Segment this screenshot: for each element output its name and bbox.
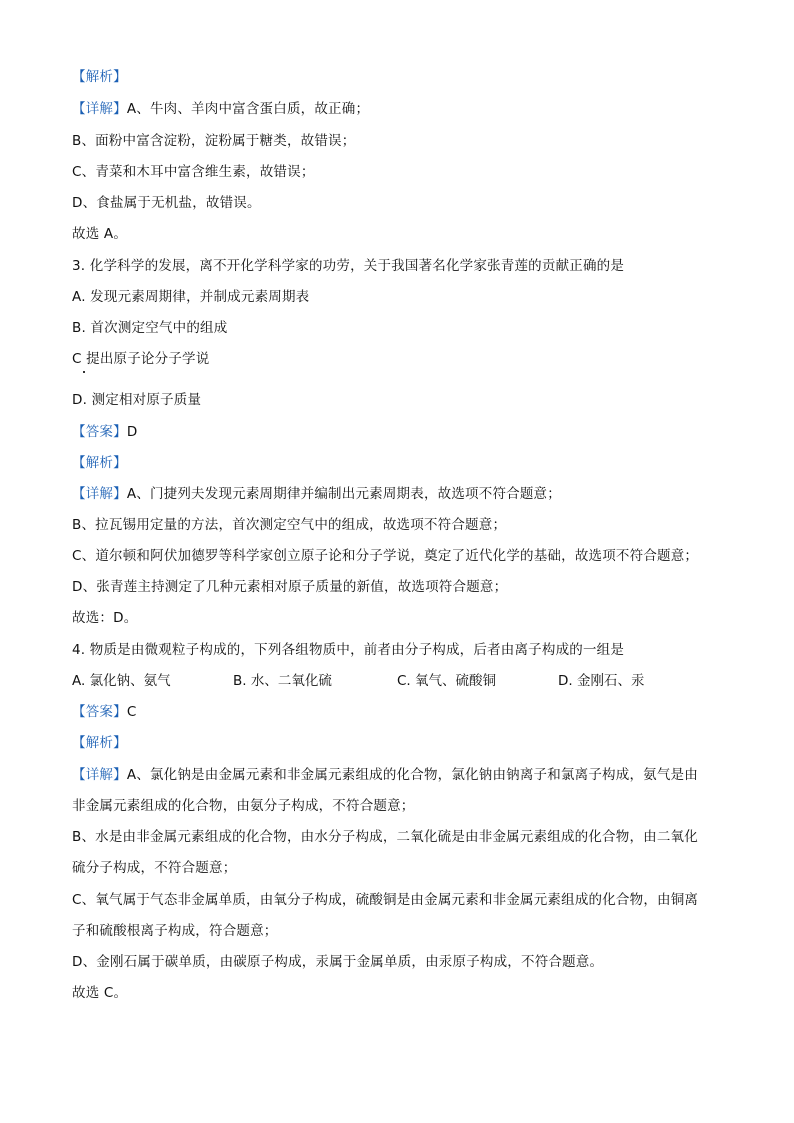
q2-analysis-heading: 【解析】 (72, 69, 127, 85)
q3-option-d: D. 测定相对原子质量 (72, 392, 202, 408)
q3-detail-a-text: A、门捷列夫发现元素周期律并编制出元素周期表，故选项不符合题意； (126, 486, 561, 502)
q4-stem: 4. 物质是由微观粒子构成的，下列各组物质中，前者由分子构成，后者由离子构成的一组是 (72, 642, 625, 658)
q2-detail-c: C、青菜和木耳中富含维生素，故错误； (72, 164, 315, 180)
q4-detail-b-line1: B、水是由非金属元素组成的化合物，由水分子构成，二氧化硫是由非金属元素组成的化合物，由二氧化 (72, 829, 698, 845)
q3-answer (72, 423, 137, 441)
q4-detail-c-line2: 子和硫酸根离子构成，符合题意； (72, 923, 278, 939)
q3-detail-tag: 【详解】 (72, 486, 127, 502)
q4-options-row (72, 672, 732, 690)
q4-option-a: A. 氯化钠、氨气 (72, 673, 171, 689)
q3-detail-c: C、道尔顿和阿伏加德罗等科学家创立原子论和分子学说，奠定了近代化学的基础，故选项不符合题意； (72, 548, 699, 564)
q4-detail-a-line1 (72, 766, 698, 784)
q2-detail-a (72, 100, 369, 118)
q3-analysis-heading: 【解析】 (72, 455, 127, 471)
q3-detail-a (72, 485, 561, 503)
q3-answer-value: D (126, 424, 138, 440)
q3-answer-tag: 【答案】 (72, 424, 127, 440)
q2-detail-tag: 【详解】 (72, 101, 127, 117)
q3-stem: 3. 化学科学的发展，离不开化学科学家的功劳，关于我国著名化学家张青莲的贡献正确的是 (72, 258, 625, 274)
q4-detail-a1-text: A、氯化钠是由金属元素和非金属元素组成的化合物，氯化钠由钠离子和氯离子构成，氨气是由 (126, 767, 698, 783)
q4-detail-a-line2: 非金属元素组成的化合物，由氨分子构成，不符合题意； (72, 798, 415, 814)
q4-conclusion: 故选 C。 (72, 985, 128, 1001)
q4-answer (72, 703, 136, 721)
q2-detail-b: B、面粉中富含淀粉，淀粉属于糖类，故错误； (72, 133, 356, 149)
q4-answer-tag: 【答案】 (72, 704, 127, 720)
q3-detail-b: B、拉瓦锡用定量的方法，首次测定空气中的组成，故选项不符合题意； (72, 517, 507, 533)
q3-option-b: B. 首次测定空气中的组成 (72, 320, 228, 336)
q4-option-b: B. 水、二氧化硫 (233, 673, 332, 689)
q4-detail-b-line2: 硫分子构成，不符合题意； (72, 860, 237, 876)
q3-option-a: A. 发现元素周期律，并制成元素周期表 (72, 289, 310, 305)
q4-detail-c-line1: C、氧气属于气态非金属单质，由氧分子构成，硫酸铜是由金属元素和非金属元素组成的化合物，由铜离 (72, 892, 699, 908)
q4-option-c: C. 氧气、硫酸铜 (397, 673, 497, 689)
q3-detail-d: D、张青莲主持测定了几种元素相对原子质量的新值，故选项符合题意； (72, 579, 508, 595)
q2-conclusion: 故选 A。 (72, 226, 128, 242)
q3-conclusion: 故选：D。 (72, 610, 138, 626)
q4-answer-value: C (126, 704, 137, 720)
q2-detail-a-text: A、牛肉、羊肉中富含蛋白质，故正确； (126, 101, 370, 117)
q4-detail-d: D、金刚石属于碳单质，由碳原子构成，汞属于金属单质，由汞原子构成，不符合题意。 (72, 954, 604, 970)
q3-option-c: C 提出原子论分子学说 (72, 351, 210, 367)
stray-dot-mark (83, 371, 85, 373)
q2-detail-d: D、食盐属于无机盐，故错误。 (72, 195, 261, 211)
q4-option-d: D. 金刚石、汞 (558, 673, 645, 689)
q4-analysis-heading: 【解析】 (72, 735, 127, 751)
q4-detail-tag: 【详解】 (72, 767, 127, 783)
